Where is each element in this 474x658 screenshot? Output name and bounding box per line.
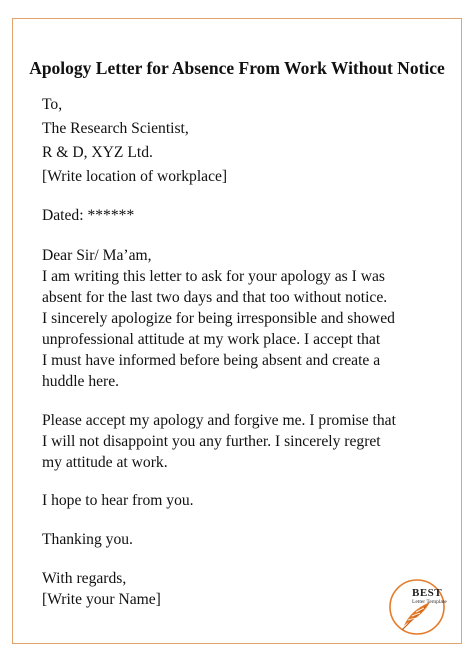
logo-subtitle: Letter Template: [412, 599, 447, 605]
salutation: Dear Sir/ Ma’am,: [42, 247, 152, 264]
logo-wordmark: [412, 588, 447, 606]
thanks-line: Thanking you.: [42, 531, 133, 548]
signature-line: [Write your Name]: [42, 591, 161, 608]
paragraph3: I hope to hear from you.: [42, 492, 194, 509]
logo-emblem: [386, 576, 448, 638]
address-line-location: [Write location of workplace]: [42, 168, 228, 185]
paragraph2-line-1: Please accept my apology and forgive me. I promise that: [42, 412, 396, 429]
paragraph1-line-4: unprofessional attitude at my work place. I accept that: [42, 331, 381, 348]
logo-brand: BEST: [412, 587, 443, 599]
paragraph1-line-6: huddle here.: [42, 373, 120, 390]
closing-line: With regards,: [42, 570, 127, 587]
dated-line: Dated: ******: [42, 207, 135, 224]
address-line-recipient: The Research Scientist,: [42, 120, 189, 137]
paragraph2-line-3: my attitude at work.: [42, 454, 168, 471]
quill-feather-icon: [402, 602, 430, 630]
paragraph1-line-2: absent for the last two days and that too without notice.: [42, 289, 388, 306]
letter-title: Apology Letter for Absence From Work Without Notice: [29, 58, 445, 78]
address-line-company: R & D, XYZ Ltd.: [42, 144, 153, 161]
paragraph2-line-2: I will not disappoint you any further. I sincerely regret: [42, 433, 381, 450]
paragraph1-line-3: I sincerely apologize for being irresponsible and showed: [42, 310, 395, 327]
address-line-to: To,: [42, 96, 63, 113]
paragraph1-line-5: I must have informed before being absent and create a: [42, 352, 381, 369]
paragraph1-line-1: I am writing this letter to ask for your apology as I was: [42, 268, 385, 285]
